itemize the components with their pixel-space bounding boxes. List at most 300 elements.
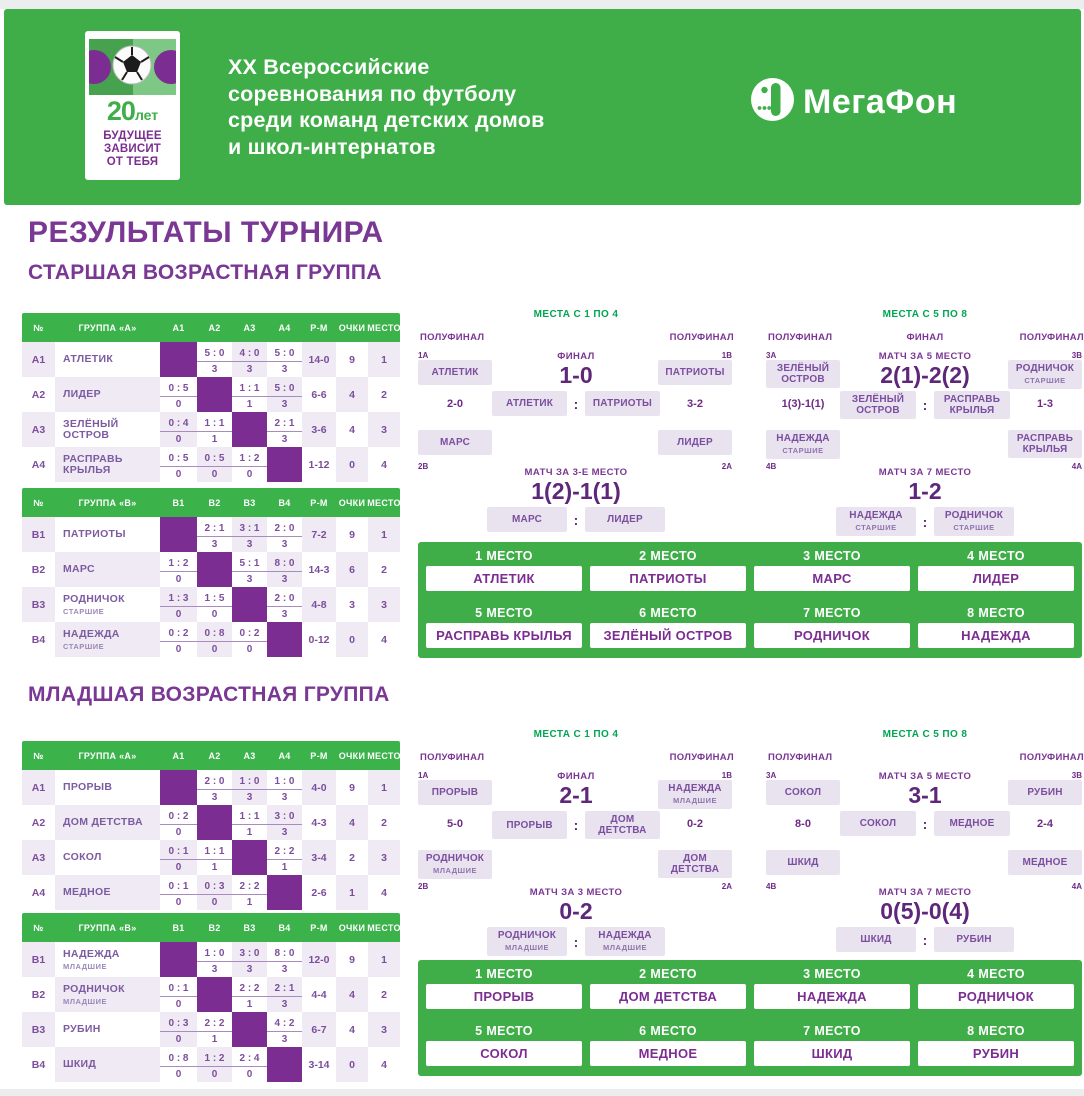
table-row [22, 805, 400, 840]
team-name: РАСПРАВЬ КРЫЛЬЯ [1016, 433, 1074, 455]
team-id: А1 [22, 770, 55, 805]
team-name: РОДНИЧОК [497, 930, 557, 941]
standings-cell [590, 605, 746, 648]
diagonal-cell [232, 840, 267, 875]
team-id: В3 [22, 587, 55, 622]
result-cell [160, 977, 197, 1012]
place-label: 2 МЕСТО [639, 967, 697, 981]
team-name: МЕДНОЕ [63, 886, 111, 898]
team-name: НАДЕЖДА [63, 947, 120, 960]
team-box [766, 430, 840, 459]
match-score: 0 : 5 [197, 447, 232, 467]
seed-tag: 1А [418, 351, 429, 360]
team-box [658, 850, 732, 878]
semifinal-label: ПОЛУФИНАЛ [669, 752, 734, 763]
match-points: 3 [211, 792, 218, 803]
match-points: 3 [246, 792, 253, 803]
points-total: 6 [336, 552, 368, 587]
team-name: ЗЕЛЁНЫЙ ОСТРОВ [851, 394, 905, 416]
standings-cell [590, 548, 746, 591]
match-points: 0 [175, 897, 182, 908]
column-header: А1 [172, 750, 185, 761]
goal-difference: 14-0 [302, 342, 336, 377]
team-name: ДОМ ДЕТСТВА [63, 816, 143, 828]
bracket-title: МЕСТА С 1 ПО 4 [533, 729, 619, 740]
match-score: 5 : 0 [267, 342, 302, 362]
match-score: 1 : 5 [197, 587, 232, 607]
points-total: 1 [336, 875, 368, 910]
points-total: 9 [336, 342, 368, 377]
table-row [22, 875, 400, 910]
team-name: ЗЕЛЁНЫЙ ОСТРОВ [776, 363, 830, 385]
match-score: 1 : 2 [232, 447, 267, 467]
team-box [418, 850, 492, 879]
team-box [418, 430, 492, 455]
diagonal-cell [160, 342, 197, 377]
place-number: 1 [368, 942, 400, 977]
goal-difference: 7-2 [302, 517, 336, 552]
match-score: 2 : 1 [197, 517, 232, 537]
team-box [418, 360, 492, 385]
table-row [22, 447, 400, 482]
result-cell [232, 942, 267, 977]
result-cell [267, 342, 302, 377]
match-points: 3 [246, 539, 253, 550]
result-cell [197, 342, 232, 377]
column-header: МЕСТО [367, 750, 401, 761]
team-name: ДОМ ДЕТСТВА [598, 814, 647, 836]
column-header: В3 [243, 922, 256, 933]
seed-tag: 4В [766, 462, 777, 471]
place-number: 2 [368, 552, 400, 587]
match-points: 3 [281, 1034, 288, 1045]
standings-cell [590, 966, 746, 1009]
sponsor-logo [751, 78, 957, 126]
group-a-table-older [22, 313, 400, 482]
goal-difference: 4-4 [302, 977, 336, 1012]
place-number: 1 [368, 342, 400, 377]
team-name-cell [55, 517, 160, 552]
final-block [840, 771, 1010, 836]
semifinal-score: 8-0 [795, 818, 811, 830]
goal-difference: 12-0 [302, 942, 336, 977]
points-total: 9 [336, 770, 368, 805]
team-id: В3 [22, 1012, 55, 1047]
match-score: 8 : 0 [267, 942, 302, 962]
team-name: ПРОРЫВ [506, 819, 553, 831]
team-box [585, 811, 660, 839]
result-cell [197, 587, 232, 622]
match-points: 3 [281, 609, 288, 620]
match-points: 0 [211, 609, 218, 620]
semifinal-label: ПОЛУФИНАЛ [768, 332, 833, 343]
column-header: Р-М [310, 322, 328, 333]
colon-separator: : [573, 933, 579, 950]
points-total: 4 [336, 805, 368, 840]
column-header: ГРУППА «А» [78, 322, 137, 333]
goal-difference: 4-8 [302, 587, 336, 622]
result-cell [267, 412, 302, 447]
match-row [766, 507, 1084, 536]
place-number: 2 [368, 377, 400, 412]
diagonal-cell [267, 1047, 302, 1082]
team-box: ПАТРИОТЫ [590, 566, 746, 591]
bracket-places-1-4-older [418, 305, 734, 527]
result-cell [160, 447, 197, 482]
team-id: В2 [22, 977, 55, 1012]
column-header: ОЧКИ [338, 922, 366, 933]
seed-tag: 4А [1071, 462, 1082, 471]
team-box [585, 927, 665, 956]
column-header: Р-М [310, 922, 328, 933]
diagonal-cell [232, 587, 267, 622]
table-header-row [22, 488, 400, 517]
points-total: 0 [336, 1047, 368, 1082]
seed-tag: 3А [766, 771, 777, 780]
seed-tag: 1В [721, 771, 732, 780]
seed-tag: 2А [721, 462, 732, 471]
result-cell [197, 447, 232, 482]
match-score: 0 : 1 [160, 840, 197, 860]
team-box [492, 811, 567, 839]
team-box [934, 927, 1014, 952]
table-header-row [22, 741, 400, 770]
match-score: 2 : 2 [267, 840, 302, 860]
event-title-line: среди команд детских домов [228, 108, 545, 132]
team-name-cell [55, 447, 160, 482]
team-name: НАДЕЖДА [776, 433, 830, 444]
semifinal-label: ПОЛУФИНАЛ [669, 332, 734, 343]
match-score: 4 : 2 [267, 1012, 302, 1032]
slogan-line: БУДУЩЕЕ [103, 130, 162, 142]
team-box [418, 780, 492, 805]
result-cell [160, 587, 197, 622]
bracket-title: МЕСТА С 5 ПО 8 [882, 309, 968, 320]
team-id: А3 [22, 412, 55, 447]
place-number: 1 [368, 517, 400, 552]
result-cell [160, 377, 197, 412]
team-box: РУБИН [918, 1041, 1074, 1066]
result-cell [267, 517, 302, 552]
team-name: НАДЕЖДА [598, 930, 652, 941]
team-name-cell [55, 587, 160, 622]
team-box: ДОМ ДЕТСТВА [590, 984, 746, 1009]
standings-row [426, 966, 1074, 1009]
place-label: 8 МЕСТО [967, 606, 1025, 620]
colon-separator: : [922, 931, 928, 948]
match-points: 1 [281, 862, 288, 873]
team-box [658, 430, 732, 455]
place-label: 3 МЕСТО [803, 967, 861, 981]
match-row [492, 391, 660, 416]
sponsor-name: МегаФон [803, 82, 958, 121]
result-cell [197, 840, 232, 875]
team-name: РОДНИЧОК [944, 510, 1004, 521]
team-box: НАДЕЖДА [918, 623, 1074, 648]
match-score: 0 : 8 [197, 622, 232, 642]
team-id: А4 [22, 447, 55, 482]
team-age-label: МЛАДШИЕ [505, 943, 549, 952]
goal-difference: 3-4 [302, 840, 336, 875]
match-row [418, 507, 734, 532]
team-box [585, 507, 665, 532]
match-points: 1 [211, 434, 218, 445]
team-age-label: МЛАДШИЕ [63, 996, 107, 1006]
team-name: МАРС [63, 563, 95, 575]
years-word: лет [134, 107, 159, 123]
team-name: ПРОРЫВ [431, 787, 479, 798]
team-box [1008, 780, 1082, 805]
team-age-label: МЛАДШИЕ [673, 796, 717, 805]
semifinal-label: ПОЛУФИНАЛ [1019, 332, 1084, 343]
standings-cell [918, 548, 1074, 591]
seed-tag: 1А [418, 771, 429, 780]
match-points: 1 [246, 827, 253, 838]
team-id: В4 [22, 1047, 55, 1082]
diagonal-cell [232, 412, 267, 447]
match-score: 0 : 8 [160, 1047, 197, 1067]
team-name: ПРОРЫВ [63, 781, 113, 793]
team-name-cell [55, 1047, 160, 1082]
result-cell [232, 770, 267, 805]
place-number: 1 [368, 770, 400, 805]
table-row [22, 977, 400, 1012]
match-points: 1 [246, 399, 253, 410]
diagonal-cell [267, 875, 302, 910]
final-block [492, 351, 660, 416]
goal-difference: 4-0 [302, 770, 336, 805]
match-score-big: 1-0 [559, 362, 593, 388]
team-name: МАРС [512, 514, 542, 525]
team-name: ШКИД [63, 1058, 97, 1070]
place-label: 7 МЕСТО [803, 606, 861, 620]
place-label: 8 МЕСТО [967, 1024, 1025, 1038]
diagonal-cell [267, 447, 302, 482]
result-cell [267, 377, 302, 412]
match-points: 0 [175, 827, 182, 838]
table-row [22, 1047, 400, 1082]
result-cell [232, 977, 267, 1012]
team-box [836, 507, 916, 536]
event-title-line: XX Всероссийские [228, 55, 430, 79]
team-box: ЗЕЛЁНЫЙ ОСТРОВ [590, 623, 746, 648]
match-score: 0 : 2 [232, 622, 267, 642]
column-header: МЕСТО [367, 922, 401, 933]
match-score-big: 0(5)-0(4) [880, 898, 970, 924]
team-name-cell [55, 622, 160, 657]
match-row [418, 927, 734, 956]
team-box [934, 507, 1014, 536]
match-score: 5 : 1 [232, 552, 267, 572]
standings-cell [754, 1023, 910, 1066]
result-cell [160, 875, 197, 910]
place-label: 5 МЕСТО [475, 1024, 533, 1038]
bracket-places-5-8-older [766, 305, 1084, 532]
team-age-label: СТАРШИЕ [63, 606, 105, 616]
table-row [22, 412, 400, 447]
match-score: 0 : 2 [160, 805, 197, 825]
team-name: РУБИН [63, 1023, 101, 1035]
result-cell [197, 942, 232, 977]
column-header: В1 [172, 497, 185, 508]
team-box [487, 507, 567, 532]
third-place-block [766, 887, 1084, 952]
match-score: 3 : 0 [232, 942, 267, 962]
diagonal-cell [197, 977, 232, 1012]
page-edge-bottom [0, 1089, 1084, 1096]
match-points: 0 [175, 434, 182, 445]
header-banner [4, 9, 1081, 205]
place-number: 3 [368, 412, 400, 447]
colon-separator: : [922, 513, 928, 530]
result-cell [160, 805, 197, 840]
standings-cell [918, 605, 1074, 648]
semifinal-score: 2-0 [447, 398, 463, 410]
match-points: 0 [175, 469, 182, 480]
match-score: 2 : 2 [232, 977, 267, 997]
standings-cell [918, 1023, 1074, 1066]
match-score: 0 : 5 [160, 377, 197, 397]
team-name: РАСПРАВЬ КРЫЛЬЯ [63, 452, 123, 476]
team-name: ШКИД [860, 934, 892, 945]
team-id: А1 [22, 342, 55, 377]
result-cell [197, 1012, 232, 1047]
group-b-table-older [22, 488, 400, 657]
match-score-big: 2-1 [559, 782, 593, 808]
match-score: 2 : 2 [232, 875, 267, 895]
goal-difference: 6-7 [302, 1012, 336, 1047]
team-name: СОКОЛ [784, 787, 822, 798]
column-header: В2 [208, 497, 221, 508]
column-header: № [33, 922, 44, 933]
team-box: ШКИД [754, 1041, 910, 1066]
place-label: 4 МЕСТО [967, 549, 1025, 563]
match-label: ФИНАЛ [557, 771, 595, 782]
match-score: 1 : 2 [160, 552, 197, 572]
anniversary-logo-card [85, 31, 180, 180]
team-age-label: СТАРШИЕ [1024, 376, 1066, 385]
event-title-line: и школ-интернатов [228, 134, 436, 159]
standings-cell [754, 605, 910, 648]
page-edge-top [0, 0, 1084, 9]
points-total: 4 [336, 412, 368, 447]
match-score: 1 : 1 [232, 377, 267, 397]
points-total: 2 [336, 840, 368, 875]
table-row [22, 377, 400, 412]
match-score-big: 0-2 [559, 898, 593, 924]
semifinal-label: ПОЛУФИНАЛ [420, 332, 485, 343]
column-header: В4 [278, 922, 291, 933]
years-number: 20 [106, 96, 135, 126]
match-points: 1 [211, 1034, 218, 1045]
team-id: В1 [22, 517, 55, 552]
team-age-label: СТАРШИЕ [855, 523, 897, 532]
team-name: АТЛЕТИК [431, 367, 479, 378]
seed-tag: 2В [418, 462, 429, 471]
result-cell [197, 875, 232, 910]
standings-cell [918, 966, 1074, 1009]
match-points: 1 [211, 862, 218, 873]
column-header: № [33, 497, 44, 508]
team-box [585, 391, 660, 416]
team-name: РУБИН [1027, 787, 1063, 798]
bracket-places-1-4-younger [418, 725, 734, 952]
table-row [22, 840, 400, 875]
semifinal-score: 1(3)-1(1) [781, 398, 825, 410]
column-header: А2 [208, 750, 221, 761]
team-box: ПРОРЫВ [426, 984, 582, 1009]
column-header: ОЧКИ [338, 322, 366, 333]
place-label: 6 МЕСТО [639, 1024, 697, 1038]
match-score: 1 : 2 [197, 1047, 232, 1067]
seed-tag: 3В [1071, 771, 1082, 780]
match-score: 2 : 0 [267, 517, 302, 537]
team-name-cell [55, 840, 160, 875]
team-box [658, 360, 732, 385]
table-row [22, 622, 400, 657]
column-header: № [33, 750, 44, 761]
match-row [840, 391, 1010, 419]
team-box [1008, 850, 1082, 875]
final-block [840, 351, 1010, 419]
team-age-label: СТАРШИЕ [63, 641, 105, 651]
team-box: РАСПРАВЬ КРЫЛЬЯ [426, 623, 582, 648]
place-label: 1 МЕСТО [475, 967, 533, 981]
team-age-label: СТАРШИЕ [782, 446, 824, 455]
match-points: 0 [211, 469, 218, 480]
result-cell [267, 1012, 302, 1047]
column-header: ГРУППА «А» [78, 750, 137, 761]
team-box: РОДНИЧОК [754, 623, 910, 648]
result-cell [232, 517, 267, 552]
column-header: В3 [243, 497, 256, 508]
standings-cell [754, 966, 910, 1009]
column-header: Р-М [310, 750, 328, 761]
team-id: В1 [22, 942, 55, 977]
result-cell [160, 1012, 197, 1047]
result-cell [232, 622, 267, 657]
match-score: 2 : 1 [267, 977, 302, 997]
match-row [766, 927, 1084, 952]
team-name: ПАТРИОТЫ [592, 398, 653, 409]
match-label: МАТЧ ЗА 5 МЕСТО [878, 771, 972, 782]
match-score: 5 : 0 [267, 377, 302, 397]
match-score-big: 1-2 [908, 478, 942, 504]
match-points: 3 [281, 539, 288, 550]
match-score: 8 : 0 [267, 552, 302, 572]
column-header: А3 [243, 322, 256, 333]
standings-cell [426, 548, 582, 591]
match-points: 0 [246, 1069, 253, 1080]
match-points: 0 [175, 609, 182, 620]
match-score: 0 : 3 [197, 875, 232, 895]
points-total: 9 [336, 517, 368, 552]
match-label: МАТЧ ЗА 7 МЕСТО [878, 887, 972, 898]
place-number: 4 [368, 1047, 400, 1082]
team-box [487, 927, 567, 956]
table-header-row [22, 913, 400, 942]
points-total: 3 [336, 587, 368, 622]
standings-cell [590, 1023, 746, 1066]
result-cell [160, 552, 197, 587]
place-label: 3 МЕСТО [803, 549, 861, 563]
team-box [766, 780, 840, 805]
standings-row [426, 1023, 1074, 1066]
diagonal-cell [232, 1012, 267, 1047]
result-cell [267, 805, 302, 840]
match-score: 0 : 5 [160, 447, 197, 467]
team-age-label: СТАРШИЕ [953, 523, 995, 532]
